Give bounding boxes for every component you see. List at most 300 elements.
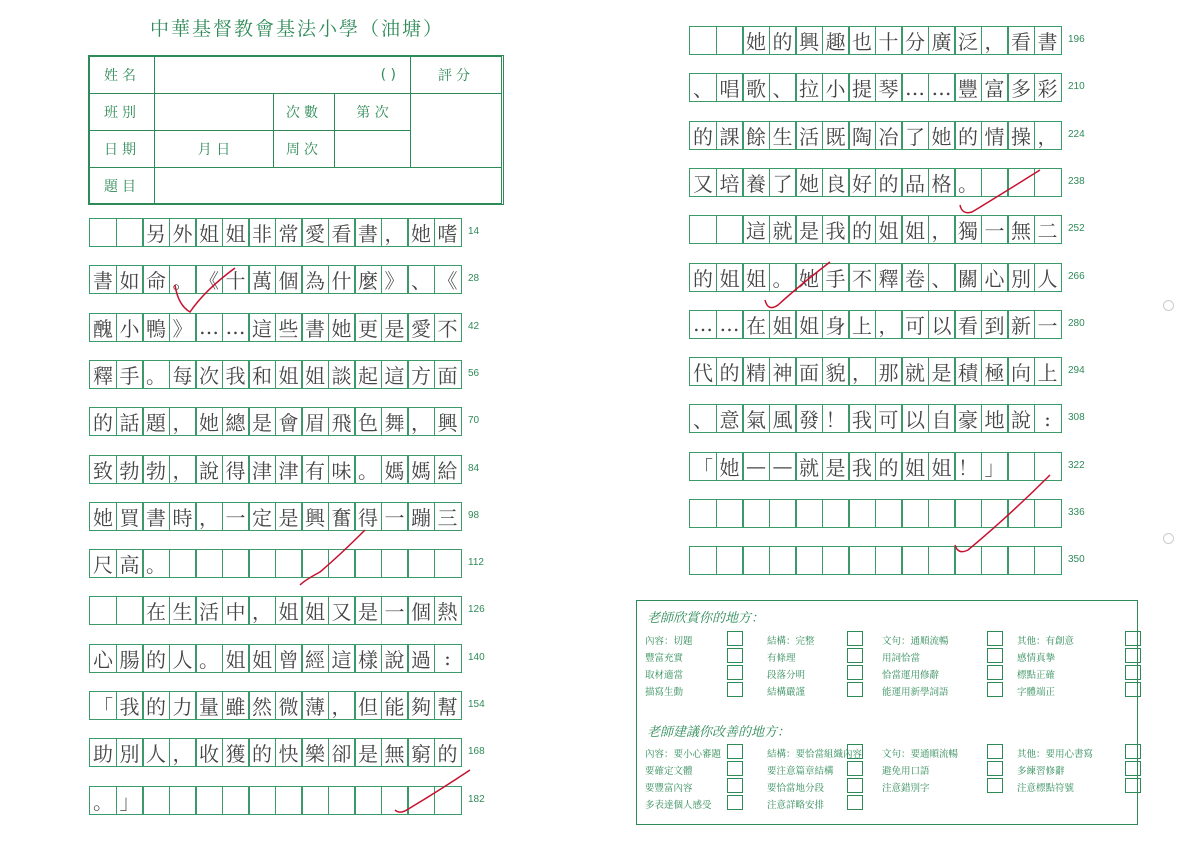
grid-cell: 了 <box>769 168 797 197</box>
grid-cell: 我 <box>848 404 876 433</box>
grid-cell: 生 <box>169 596 197 625</box>
grid-row <box>689 73 1060 102</box>
grid-cell: ！ <box>822 404 850 433</box>
grid-cell <box>848 546 876 575</box>
evaluation-checkbox[interactable] <box>847 778 863 793</box>
grid-cell: 能 <box>381 691 409 720</box>
grid-cell: 良 <box>822 168 850 197</box>
grid-cell <box>928 546 956 575</box>
evaluation-checkbox[interactable] <box>1125 744 1141 759</box>
grid-cell: 又 <box>328 596 356 625</box>
grid-cell: 課 <box>716 121 744 150</box>
grid-cell: 拉 <box>795 73 823 102</box>
name-field[interactable] <box>154 56 411 94</box>
evaluation-checkbox[interactable] <box>987 761 1003 776</box>
grid-cell: 書 <box>301 313 329 342</box>
evaluation-checkbox[interactable] <box>987 778 1003 793</box>
grid-cell: 多 <box>1007 73 1035 102</box>
grid-cell <box>275 786 303 815</box>
grid-cell <box>981 546 1009 575</box>
grid-cell: 雖 <box>222 691 250 720</box>
grid-cell: 獲 <box>222 738 250 767</box>
grid-row <box>689 546 1060 575</box>
evaluation-checkbox[interactable] <box>987 631 1003 646</box>
grid-cell: 她 <box>795 263 823 292</box>
grid-cell: 二 <box>1034 215 1062 244</box>
grid-cell: 更 <box>354 313 382 342</box>
evaluation-checkbox[interactable] <box>1125 778 1141 793</box>
grid-cell: 趣 <box>822 26 850 55</box>
grid-cell: 代 <box>689 357 717 386</box>
grid-cell: 別 <box>1007 263 1035 292</box>
grid-cell <box>89 596 117 625</box>
grid-cell: 姐 <box>928 452 956 481</box>
grid-cell: ， <box>875 310 903 339</box>
grid-cell: 尺 <box>89 549 117 578</box>
grid-cell: 無 <box>1007 215 1035 244</box>
char-count-label: 140 <box>468 651 485 663</box>
evaluation-item: 內容：要小心審題 <box>645 749 722 760</box>
grid-cell: — <box>769 452 797 481</box>
grid-cell: 手 <box>822 263 850 292</box>
grid-cell <box>716 26 744 55</box>
grid-cell: 廣 <box>928 26 956 55</box>
grid-row <box>689 26 1060 55</box>
week-field[interactable] <box>334 130 411 168</box>
grid-cell: ， <box>407 407 435 436</box>
grid-cell <box>195 786 223 815</box>
evaluation-item: 其他：要用心書寫 <box>1017 749 1094 760</box>
grid-cell <box>875 499 903 528</box>
grid-cell: 人 <box>1034 263 1062 292</box>
grid-cell: 泛 <box>954 26 982 55</box>
grid-cell: 蹦 <box>407 502 435 531</box>
grid-cell: 小 <box>822 73 850 102</box>
grid-cell: … <box>928 73 956 102</box>
char-count-label: 56 <box>468 367 480 379</box>
evaluation-checkbox[interactable] <box>987 665 1003 680</box>
grid-cell: 就 <box>901 357 929 386</box>
grid-cell: 心 <box>89 644 117 673</box>
char-count-label: 70 <box>468 415 480 427</box>
grid-cell <box>116 596 144 625</box>
grid-cell: 身 <box>822 310 850 339</box>
grid-cell: 夠 <box>407 691 435 720</box>
char-count-label: 14 <box>468 226 480 237</box>
grid-cell: 說 <box>381 644 409 673</box>
class-field[interactable] <box>154 93 274 131</box>
grid-cell <box>928 499 956 528</box>
evaluation-checkbox[interactable] <box>1125 682 1141 697</box>
grid-cell: 快 <box>275 738 303 767</box>
grid-cell: 。 <box>954 168 982 197</box>
grid-cell: 格 <box>928 168 956 197</box>
evaluation-item: 要恰當地分段 <box>767 783 825 794</box>
grid-cell: 新 <box>1007 310 1035 339</box>
grid-cell: 給 <box>434 455 462 484</box>
grid-cell: 、 <box>689 404 717 433</box>
grid-cell: 姐 <box>875 215 903 244</box>
grid-cell: 定 <box>248 502 276 531</box>
grid-cell <box>795 499 823 528</box>
grid-cell: 會 <box>275 407 303 436</box>
grid-cell: 意 <box>716 404 744 433</box>
grid-cell: 在 <box>142 596 170 625</box>
grid-cell <box>689 499 717 528</box>
grid-cell: 極 <box>981 357 1009 386</box>
grid-cell: : <box>1034 404 1062 433</box>
grid-cell: 。 <box>142 360 170 389</box>
grid-cell <box>222 549 250 578</box>
grid-cell: 姐 <box>195 218 223 247</box>
char-count-label: 98 <box>468 509 480 521</box>
grid-cell: ， <box>1034 121 1062 150</box>
char-count-label: 182 <box>468 793 485 805</box>
char-count-label: 210 <box>1068 81 1085 93</box>
grid-cell: 獨 <box>954 215 982 244</box>
grid-cell: 陶 <box>848 121 876 150</box>
grid-cell: 是 <box>275 502 303 531</box>
grid-cell: 腸 <box>116 644 144 673</box>
grid-cell: 她 <box>716 452 744 481</box>
grid-cell: 如 <box>116 265 144 294</box>
evaluation-item: 注意錯別字 <box>882 783 930 794</box>
grid-cell: 微 <box>275 691 303 720</box>
grid-cell: 看 <box>954 310 982 339</box>
grid-cell: 次 <box>195 360 223 389</box>
grid-cell: 富 <box>981 73 1009 102</box>
evaluation-item: 結構：完整 <box>767 636 815 647</box>
punch-hole <box>1163 533 1174 544</box>
grid-row <box>689 263 1060 292</box>
evaluation-item: 內容：切題 <box>645 636 693 647</box>
grid-cell: 說 <box>1007 404 1035 433</box>
grid-cell: 津 <box>248 455 276 484</box>
grid-cell: 鴨 <box>142 313 170 342</box>
grid-cell: 這 <box>248 313 276 342</box>
appreciate-title: 老師欣賞你的地方： <box>647 611 765 626</box>
date-field[interactable]: 月 日 <box>154 130 274 168</box>
grid-row <box>689 215 1060 244</box>
evaluation-checkbox[interactable] <box>847 665 863 680</box>
grid-cell: 的 <box>89 407 117 436</box>
punch-hole <box>1163 300 1174 311</box>
grid-cell: 津 <box>275 455 303 484</box>
evaluation-item: 取材適當 <box>645 670 684 681</box>
grid-cell: 姐 <box>222 218 250 247</box>
grid-cell: 我 <box>822 215 850 244</box>
grid-cell: 量 <box>195 691 223 720</box>
grid-cell: 方 <box>407 360 435 389</box>
evaluation-item: 感情真摯 <box>1017 653 1056 664</box>
grid-cell: ， <box>169 407 197 436</box>
grid-cell: 貌 <box>822 357 850 386</box>
grid-cell: 是 <box>381 313 409 342</box>
grid-cell: 了 <box>901 121 929 150</box>
grid-cell: … <box>901 73 929 102</box>
grid-cell <box>142 786 170 815</box>
grid-cell: 可 <box>901 310 929 339</box>
evaluation-checkbox[interactable] <box>1125 665 1141 680</box>
grid-cell: 。 <box>769 263 797 292</box>
evaluation-checkbox[interactable] <box>847 761 863 776</box>
grid-row <box>89 644 460 673</box>
grid-cell <box>301 549 329 578</box>
grid-cell: 十 <box>222 265 250 294</box>
grid-cell: ， <box>328 691 356 720</box>
evaluation-checkbox[interactable] <box>987 744 1003 759</box>
evaluation-checkbox[interactable] <box>987 682 1003 697</box>
grid-cell <box>689 26 717 55</box>
grid-cell: 薄 <box>301 691 329 720</box>
grid-cell: 眉 <box>301 407 329 436</box>
grid-cell <box>169 549 197 578</box>
grid-cell <box>248 786 276 815</box>
grid-cell: 培 <box>716 168 744 197</box>
grid-cell <box>716 546 744 575</box>
grid-cell <box>981 168 1009 197</box>
grid-row <box>689 357 1060 386</box>
grid-cell: 姐 <box>301 596 329 625</box>
grid-cell: 的 <box>142 691 170 720</box>
char-count-label: 336 <box>1068 507 1085 518</box>
char-count-label: 196 <box>1068 34 1085 45</box>
grid-cell: 一 <box>981 215 1009 244</box>
grid-cell: 的 <box>689 121 717 150</box>
char-count-label: 84 <box>468 462 480 474</box>
evaluation-item: 結構嚴謹 <box>767 687 806 698</box>
grid-cell: 關 <box>954 263 982 292</box>
grid-cell: … <box>195 313 223 342</box>
grid-cell: 每 <box>169 360 197 389</box>
evaluation-checkbox[interactable] <box>727 648 743 663</box>
grid-cell: 和 <box>248 360 276 389</box>
grid-cell: 向 <box>1007 357 1035 386</box>
grid-cell: 曾 <box>275 644 303 673</box>
score-field[interactable] <box>410 93 502 168</box>
name-label: 姓名 <box>89 56 155 94</box>
grid-cell: 姐 <box>742 263 770 292</box>
grid-cell: 是 <box>354 596 382 625</box>
evaluation-checkbox[interactable] <box>847 744 863 759</box>
grid-cell <box>275 549 303 578</box>
char-count-label: 154 <box>468 699 485 710</box>
score-label: 評分 <box>410 56 502 94</box>
grid-cell: 》 <box>381 265 409 294</box>
grid-cell: ， <box>169 738 197 767</box>
grid-row <box>89 786 460 815</box>
grid-cell: 的 <box>434 738 462 767</box>
grid-cell: 人 <box>169 644 197 673</box>
grid-cell: 姐 <box>301 360 329 389</box>
grid-cell: 看 <box>328 218 356 247</box>
evaluation-checkbox[interactable] <box>847 648 863 663</box>
grid-cell: 看 <box>1007 26 1035 55</box>
grid-cell: ， <box>169 455 197 484</box>
grid-cell <box>981 499 1009 528</box>
grid-cell: 就 <box>795 452 823 481</box>
grid-cell: 然 <box>248 691 276 720</box>
grid-row <box>689 168 1060 197</box>
evaluation-item: 用詞恰當 <box>882 653 921 664</box>
grid-cell: 是 <box>795 215 823 244</box>
grid-cell: 樣 <box>354 644 382 673</box>
char-count-label: 308 <box>1068 412 1085 424</box>
evaluation-checkbox[interactable] <box>1125 761 1141 776</box>
grid-cell <box>689 546 717 575</box>
count-field[interactable]: 第 次 <box>334 93 411 131</box>
grid-cell: : <box>434 644 462 673</box>
grid-cell <box>434 549 462 578</box>
char-count-label: 28 <box>468 273 480 285</box>
evaluation-checkbox[interactable] <box>847 682 863 697</box>
teacher-evaluation-box <box>636 600 1138 825</box>
grid-cell: 她 <box>195 407 223 436</box>
grid-cell: 題 <box>142 407 170 436</box>
evaluation-checkbox[interactable] <box>727 744 743 759</box>
grid-cell: 「 <box>689 452 717 481</box>
grid-cell: 釋 <box>89 360 117 389</box>
grid-cell: 發 <box>795 404 823 433</box>
grid-cell: 一 <box>381 596 409 625</box>
grid-cell: ， <box>248 596 276 625</box>
grid-cell: 幫 <box>434 691 462 720</box>
grid-cell: 的 <box>848 215 876 244</box>
grid-cell: 姐 <box>248 644 276 673</box>
grid-cell: 《 <box>195 265 223 294</box>
evaluation-item: 多練習修辭 <box>1017 766 1065 777</box>
grid-cell <box>901 499 929 528</box>
evaluation-checkbox[interactable] <box>1125 648 1141 663</box>
grid-cell <box>901 546 929 575</box>
grid-cell: 姐 <box>901 215 929 244</box>
evaluation-item: 字體端正 <box>1017 687 1056 698</box>
grid-cell: 琴 <box>875 73 903 102</box>
grid-cell <box>195 549 223 578</box>
grid-cell: 話 <box>116 407 144 436</box>
grid-cell <box>1007 499 1035 528</box>
grid-cell: 那 <box>875 357 903 386</box>
grid-cell <box>954 499 982 528</box>
grid-cell: ！ <box>954 452 982 481</box>
grid-cell: 積 <box>954 357 982 386</box>
grid-cell: 是 <box>822 452 850 481</box>
grid-cell <box>354 786 382 815</box>
grid-row <box>689 452 1060 481</box>
grid-cell: 的 <box>142 644 170 673</box>
grid-cell: 她 <box>928 121 956 150</box>
evaluation-checkbox[interactable] <box>727 665 743 680</box>
evaluation-item: 其他：有創意 <box>1017 636 1075 647</box>
grid-cell: 無 <box>381 738 409 767</box>
grid-cell <box>328 549 356 578</box>
grid-cell <box>301 786 329 815</box>
grid-cell: 的 <box>769 26 797 55</box>
grid-cell: — <box>742 452 770 481</box>
grid-cell: ， <box>848 357 876 386</box>
grid-cell: 」 <box>981 452 1009 481</box>
grid-cell <box>1034 452 1062 481</box>
evaluation-checkbox[interactable] <box>727 795 743 810</box>
grid-cell <box>354 549 382 578</box>
grid-cell <box>716 499 744 528</box>
grid-row <box>89 265 460 294</box>
grid-cell: 樂 <box>301 738 329 767</box>
grid-cell: 興 <box>301 502 329 531</box>
grid-cell: 以 <box>928 310 956 339</box>
grid-cell: 談 <box>328 360 356 389</box>
grid-cell: 外 <box>169 218 197 247</box>
grid-row <box>89 502 460 531</box>
char-count-label: 238 <box>1068 175 1085 187</box>
evaluation-checkbox[interactable] <box>727 761 743 776</box>
grid-cell: ， <box>195 502 223 531</box>
grid-cell: … <box>222 313 250 342</box>
evaluation-checkbox[interactable] <box>847 631 863 646</box>
evaluation-checkbox[interactable] <box>847 795 863 810</box>
evaluation-checkbox[interactable] <box>727 778 743 793</box>
grid-cell: ， <box>381 218 409 247</box>
evaluation-checkbox[interactable] <box>727 631 743 646</box>
grid-cell: … <box>716 310 744 339</box>
topic-field[interactable] <box>154 167 502 204</box>
grid-cell: 精 <box>742 357 770 386</box>
grid-cell: 些 <box>275 313 303 342</box>
grid-cell <box>822 546 850 575</box>
grid-cell: 面 <box>434 360 462 389</box>
header-form <box>88 55 504 205</box>
evaluation-item: 結構：要恰當組織內容 <box>767 749 863 760</box>
grid-cell: 的 <box>248 738 276 767</box>
grid-cell: 致 <box>89 455 117 484</box>
grid-cell: 她 <box>89 502 117 531</box>
char-count-label: 112 <box>468 557 484 569</box>
grid-cell: 個 <box>275 265 303 294</box>
grid-cell: 冶 <box>875 121 903 150</box>
grid-cell: ， <box>928 215 956 244</box>
grid-cell: 到 <box>981 310 1009 339</box>
grid-cell: 、 <box>769 73 797 102</box>
grid-cell <box>848 499 876 528</box>
evaluation-checkbox[interactable] <box>987 648 1003 663</box>
grid-cell: 上 <box>1034 357 1062 386</box>
grid-cell: 她 <box>407 218 435 247</box>
grid-cell <box>875 546 903 575</box>
grid-cell: 不 <box>434 313 462 342</box>
grid-cell <box>769 499 797 528</box>
grid-cell: 的 <box>875 452 903 481</box>
week-label: 周次 <box>273 130 335 168</box>
evaluation-checkbox[interactable] <box>1125 631 1141 646</box>
evaluation-item: 文句：要通順流暢 <box>882 749 959 760</box>
evaluation-checkbox[interactable] <box>727 682 743 697</box>
grid-cell: 自 <box>928 404 956 433</box>
evaluation-item: 描寫生動 <box>645 687 684 698</box>
grid-cell: 姐 <box>222 644 250 673</box>
grid-cell <box>822 499 850 528</box>
grid-cell: 有 <box>301 455 329 484</box>
grid-cell: 收 <box>195 738 223 767</box>
grid-cell: 地 <box>981 404 1009 433</box>
grid-cell: 別 <box>116 738 144 767</box>
grid-cell: 情 <box>981 121 1009 150</box>
grid-cell: 興 <box>795 26 823 55</box>
grid-cell: 起 <box>354 360 382 389</box>
grid-cell: 什 <box>328 265 356 294</box>
evaluation-item: 注意詳略安排 <box>767 800 825 811</box>
grid-cell <box>1007 546 1035 575</box>
grid-cell: 命 <box>142 265 170 294</box>
